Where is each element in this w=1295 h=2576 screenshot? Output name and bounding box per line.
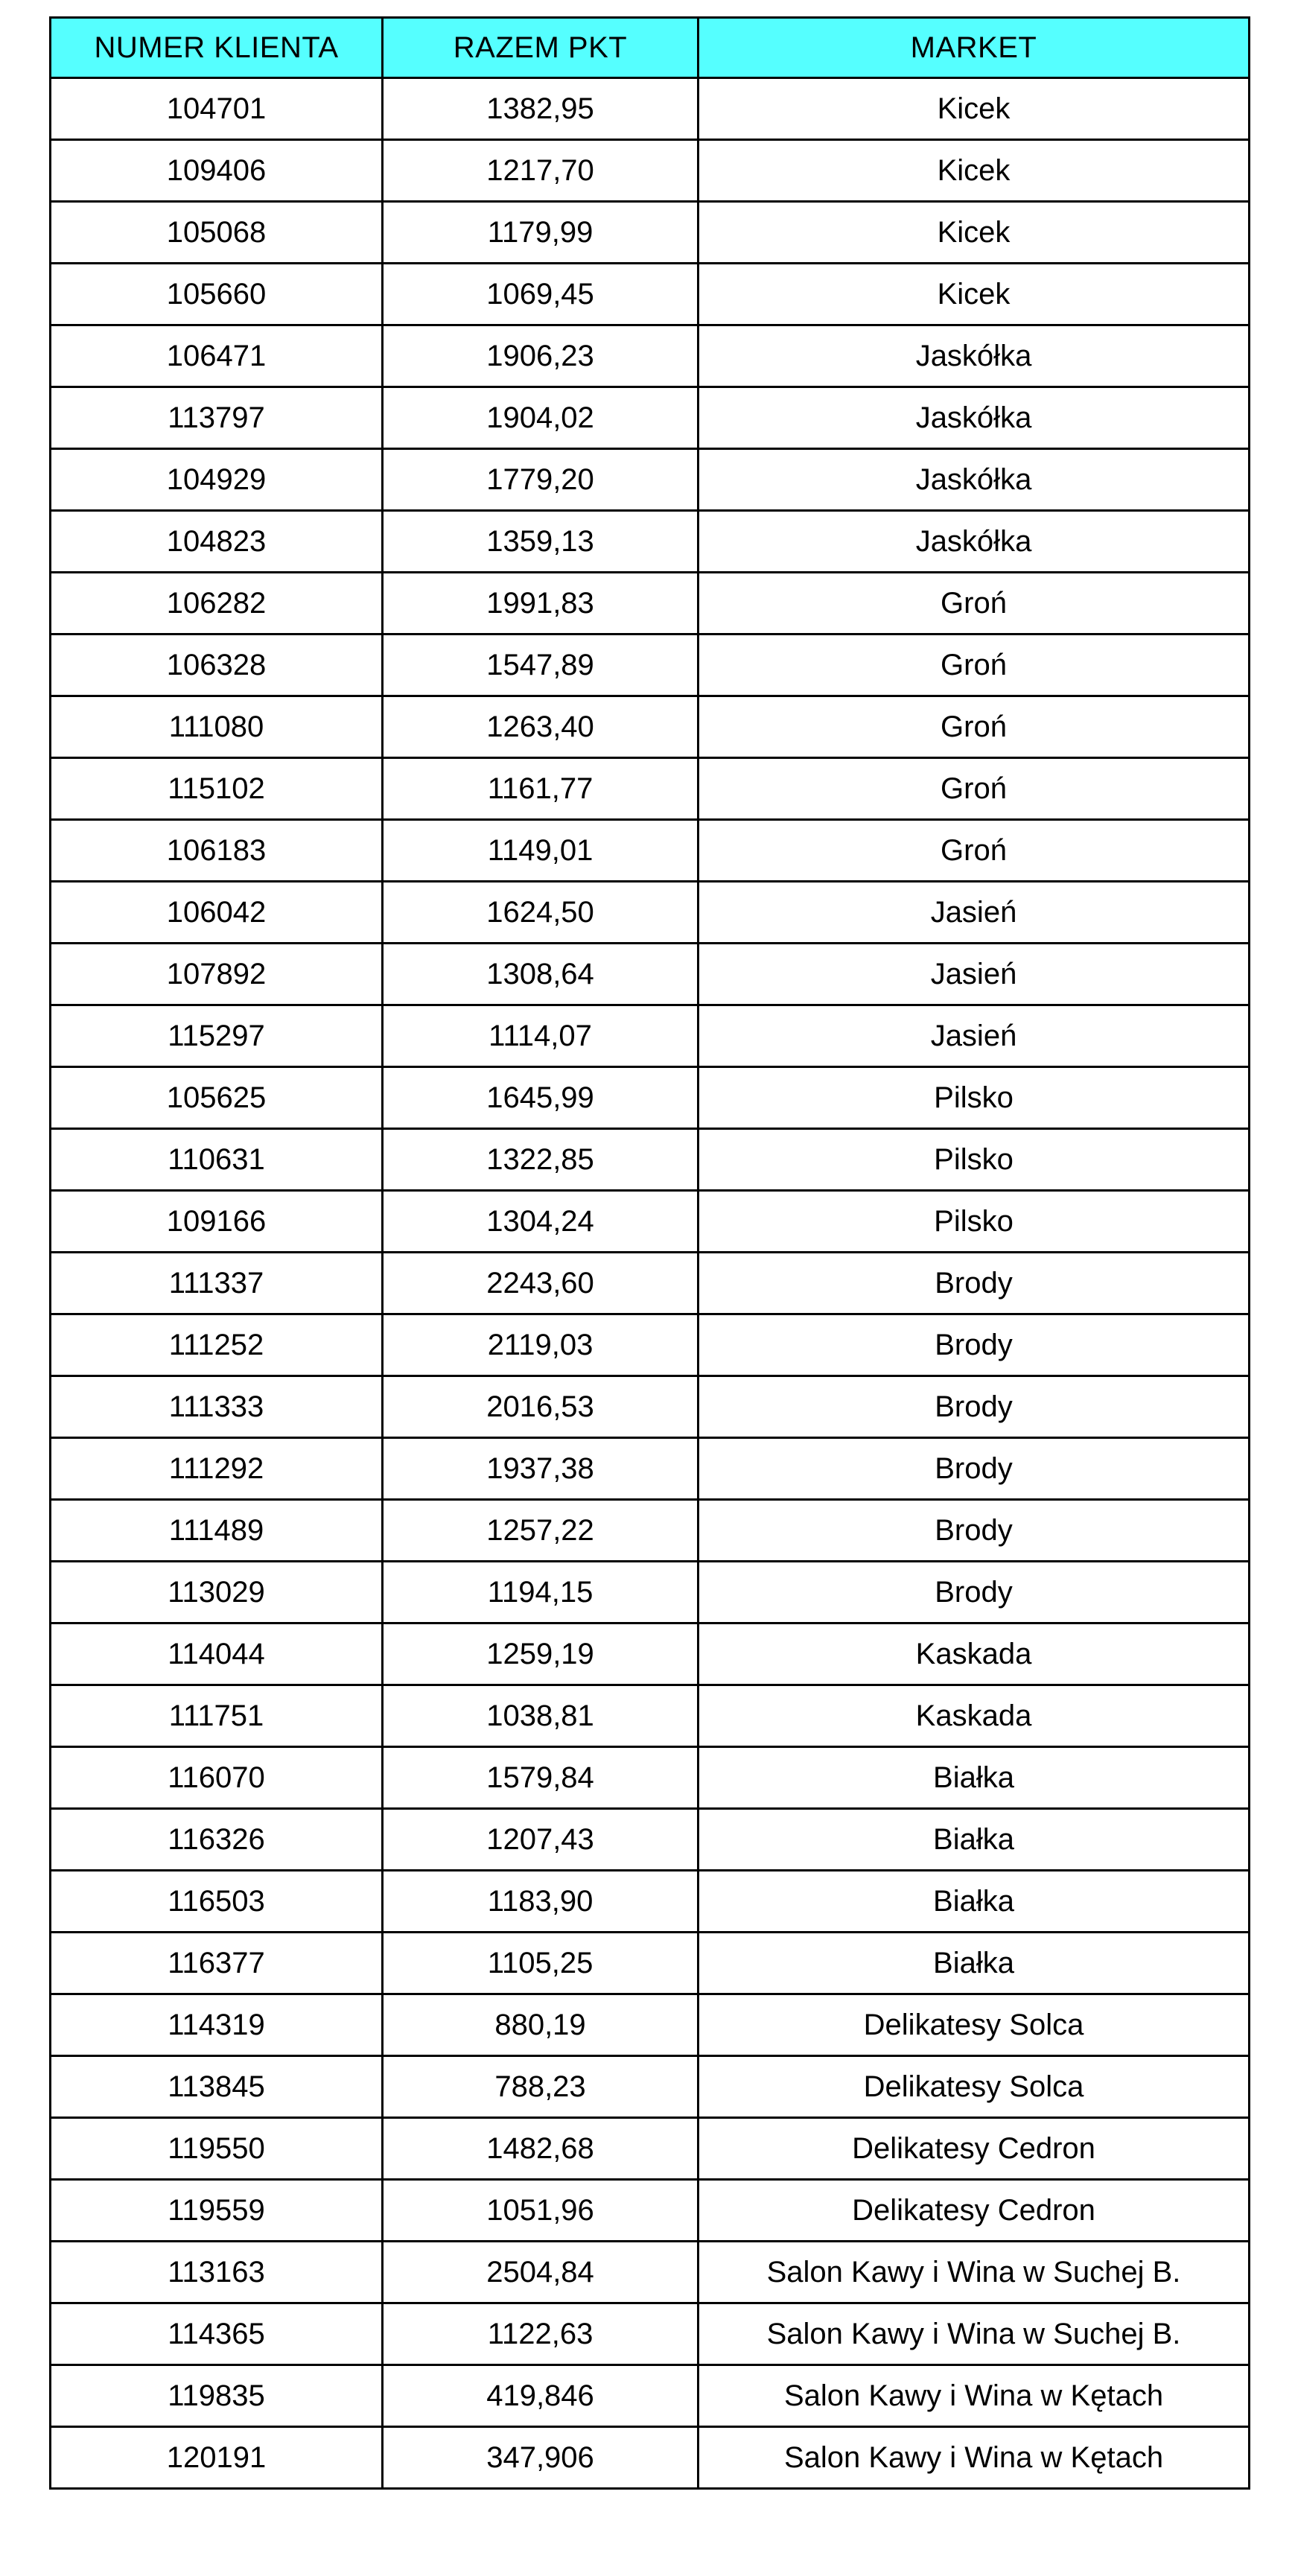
- cell-total-points: 2504,84: [383, 2242, 699, 2303]
- cell-total-points: 419,846: [383, 2365, 699, 2427]
- table-row: [51, 758, 1250, 820]
- table-row: [51, 2427, 1250, 2489]
- cell-total-points: 1991,83: [383, 573, 699, 635]
- cell-market: Jaskółka: [699, 325, 1250, 387]
- cell-market: Kicek: [699, 78, 1250, 140]
- cell-client-number: 110631: [51, 1129, 383, 1191]
- cell-market: Jasień: [699, 944, 1250, 1005]
- cell-client-number: 104823: [51, 511, 383, 573]
- table-row: [51, 1994, 1250, 2056]
- table-row: [51, 325, 1250, 387]
- table-row: [51, 1191, 1250, 1253]
- cell-total-points: 2016,53: [383, 1376, 699, 1438]
- cell-client-number: 106183: [51, 820, 383, 882]
- cell-market: Brody: [699, 1253, 1250, 1314]
- cell-market: Jasień: [699, 1005, 1250, 1067]
- cell-market: Brody: [699, 1376, 1250, 1438]
- cell-client-number: 120191: [51, 2427, 383, 2489]
- cell-client-number: 115102: [51, 758, 383, 820]
- cell-market: Brody: [699, 1314, 1250, 1376]
- cell-market: Jaskółka: [699, 449, 1250, 511]
- cell-total-points: 1382,95: [383, 78, 699, 140]
- cell-market: Pilsko: [699, 1067, 1250, 1129]
- cell-client-number: 116377: [51, 1933, 383, 1994]
- cell-market: Kicek: [699, 202, 1250, 264]
- table-row: [51, 2365, 1250, 2427]
- cell-total-points: 1051,96: [383, 2180, 699, 2242]
- cell-market: Delikatesy Cedron: [699, 2118, 1250, 2180]
- table-row: [51, 635, 1250, 696]
- cell-total-points: 2243,60: [383, 1253, 699, 1314]
- cell-client-number: 111292: [51, 1438, 383, 1500]
- cell-client-number: 111337: [51, 1253, 383, 1314]
- cell-client-number: 111333: [51, 1376, 383, 1438]
- cell-market: Jasień: [699, 882, 1250, 944]
- cell-client-number: 104929: [51, 449, 383, 511]
- cell-client-number: 113163: [51, 2242, 383, 2303]
- cell-client-number: 107892: [51, 944, 383, 1005]
- cell-total-points: 1069,45: [383, 264, 699, 325]
- cell-total-points: 1937,38: [383, 1438, 699, 1500]
- cell-total-points: 788,23: [383, 2056, 699, 2118]
- header-row: [51, 18, 1250, 78]
- cell-client-number: 116326: [51, 1809, 383, 1871]
- table-row: [51, 1685, 1250, 1747]
- table-row: [51, 1005, 1250, 1067]
- cell-client-number: 114044: [51, 1623, 383, 1685]
- cell-market: Kicek: [699, 264, 1250, 325]
- cell-total-points: 1257,22: [383, 1500, 699, 1562]
- column-header-total-points: RAZEM PKT: [383, 18, 699, 78]
- table-row: [51, 2118, 1250, 2180]
- cell-total-points: 2119,03: [383, 1314, 699, 1376]
- table-row: [51, 2056, 1250, 2118]
- cell-client-number: 106471: [51, 325, 383, 387]
- table-row: [51, 78, 1250, 140]
- cell-client-number: 119550: [51, 2118, 383, 2180]
- cell-total-points: 1114,07: [383, 1005, 699, 1067]
- cell-total-points: 1579,84: [383, 1747, 699, 1809]
- cell-client-number: 119835: [51, 2365, 383, 2427]
- table-row: [51, 1067, 1250, 1129]
- cell-market: Brody: [699, 1438, 1250, 1500]
- cell-total-points: 1308,64: [383, 944, 699, 1005]
- cell-total-points: 1904,02: [383, 387, 699, 449]
- table-row: [51, 1314, 1250, 1376]
- cell-total-points: 1359,13: [383, 511, 699, 573]
- cell-total-points: 1194,15: [383, 1562, 699, 1623]
- cell-total-points: 1149,01: [383, 820, 699, 882]
- cell-total-points: 1482,68: [383, 2118, 699, 2180]
- cell-market: Kaskada: [699, 1685, 1250, 1747]
- cell-client-number: 116503: [51, 1871, 383, 1933]
- cell-client-number: 113797: [51, 387, 383, 449]
- cell-total-points: 1779,20: [383, 449, 699, 511]
- table-row: [51, 882, 1250, 944]
- cell-client-number: 111080: [51, 696, 383, 758]
- cell-client-number: 111751: [51, 1685, 383, 1747]
- cell-market: Groń: [699, 635, 1250, 696]
- table-row: [51, 1747, 1250, 1809]
- cell-total-points: 1038,81: [383, 1685, 699, 1747]
- cell-total-points: 1645,99: [383, 1067, 699, 1129]
- cell-market: Pilsko: [699, 1191, 1250, 1253]
- table-row: [51, 1871, 1250, 1933]
- table-row: [51, 202, 1250, 264]
- column-header-client-number: NUMER KLIENTA: [51, 18, 383, 78]
- points-table: [49, 16, 1250, 2490]
- cell-total-points: 347,906: [383, 2427, 699, 2489]
- cell-market: Groń: [699, 573, 1250, 635]
- table-row: [51, 696, 1250, 758]
- cell-total-points: 1122,63: [383, 2303, 699, 2365]
- cell-market: Salon Kawy i Wina w Suchej B.: [699, 2303, 1250, 2365]
- cell-client-number: 105068: [51, 202, 383, 264]
- cell-client-number: 113845: [51, 2056, 383, 2118]
- table-row: [51, 1809, 1250, 1871]
- cell-client-number: 106042: [51, 882, 383, 944]
- cell-client-number: 106282: [51, 573, 383, 635]
- table-row: [51, 1500, 1250, 1562]
- cell-market: Delikatesy Solca: [699, 1994, 1250, 2056]
- cell-client-number: 109166: [51, 1191, 383, 1253]
- cell-total-points: 1304,24: [383, 1191, 699, 1253]
- cell-client-number: 116070: [51, 1747, 383, 1809]
- cell-market: Kaskada: [699, 1623, 1250, 1685]
- column-header-market: MARKET: [699, 18, 1250, 78]
- cell-market: Salon Kawy i Wina w Suchej B.: [699, 2242, 1250, 2303]
- cell-client-number: 115297: [51, 1005, 383, 1067]
- table-row: [51, 387, 1250, 449]
- table-row: [51, 2242, 1250, 2303]
- cell-market: Salon Kawy i Wina w Kętach: [699, 2365, 1250, 2427]
- cell-total-points: 1161,77: [383, 758, 699, 820]
- cell-market: Delikatesy Cedron: [699, 2180, 1250, 2242]
- table-header: [51, 18, 1250, 78]
- cell-total-points: 1263,40: [383, 696, 699, 758]
- table-row: [51, 2303, 1250, 2365]
- cell-total-points: 1259,19: [383, 1623, 699, 1685]
- cell-client-number: 114365: [51, 2303, 383, 2365]
- cell-total-points: 1183,90: [383, 1871, 699, 1933]
- cell-total-points: 1217,70: [383, 140, 699, 202]
- cell-total-points: 1105,25: [383, 1933, 699, 1994]
- table-row: [51, 1623, 1250, 1685]
- cell-market: Groń: [699, 696, 1250, 758]
- table-row: [51, 820, 1250, 882]
- cell-client-number: 113029: [51, 1562, 383, 1623]
- cell-market: Jaskółka: [699, 511, 1250, 573]
- cell-total-points: 1322,85: [383, 1129, 699, 1191]
- table-row: [51, 140, 1250, 202]
- table-row: [51, 1562, 1250, 1623]
- cell-market: Białka: [699, 1747, 1250, 1809]
- points-table-container: [49, 16, 1248, 2490]
- cell-total-points: 1179,99: [383, 202, 699, 264]
- cell-market: Białka: [699, 1871, 1250, 1933]
- table-row: [51, 1253, 1250, 1314]
- table-row: [51, 1129, 1250, 1191]
- table-row: [51, 1438, 1250, 1500]
- cell-client-number: 106328: [51, 635, 383, 696]
- cell-market: Kicek: [699, 140, 1250, 202]
- table-row: [51, 944, 1250, 1005]
- cell-market: Salon Kawy i Wina w Kętach: [699, 2427, 1250, 2489]
- table-row: [51, 2180, 1250, 2242]
- cell-client-number: 104701: [51, 78, 383, 140]
- cell-market: Jaskółka: [699, 387, 1250, 449]
- cell-market: Białka: [699, 1933, 1250, 1994]
- table-row: [51, 1376, 1250, 1438]
- cell-market: Delikatesy Solca: [699, 2056, 1250, 2118]
- cell-total-points: 1624,50: [383, 882, 699, 944]
- cell-total-points: 1547,89: [383, 635, 699, 696]
- cell-market: Pilsko: [699, 1129, 1250, 1191]
- table-body: [51, 78, 1250, 2489]
- table-row: [51, 573, 1250, 635]
- cell-total-points: 1207,43: [383, 1809, 699, 1871]
- cell-market: Białka: [699, 1809, 1250, 1871]
- cell-market: Groń: [699, 758, 1250, 820]
- table-row: [51, 449, 1250, 511]
- cell-total-points: 880,19: [383, 1994, 699, 2056]
- table-row: [51, 264, 1250, 325]
- cell-client-number: 119559: [51, 2180, 383, 2242]
- table-row: [51, 1933, 1250, 1994]
- table-row: [51, 511, 1250, 573]
- cell-client-number: 114319: [51, 1994, 383, 2056]
- cell-client-number: 111252: [51, 1314, 383, 1376]
- cell-client-number: 111489: [51, 1500, 383, 1562]
- cell-market: Brody: [699, 1562, 1250, 1623]
- cell-client-number: 109406: [51, 140, 383, 202]
- cell-client-number: 105660: [51, 264, 383, 325]
- cell-total-points: 1906,23: [383, 325, 699, 387]
- cell-client-number: 105625: [51, 1067, 383, 1129]
- cell-market: Groń: [699, 820, 1250, 882]
- cell-market: Brody: [699, 1500, 1250, 1562]
